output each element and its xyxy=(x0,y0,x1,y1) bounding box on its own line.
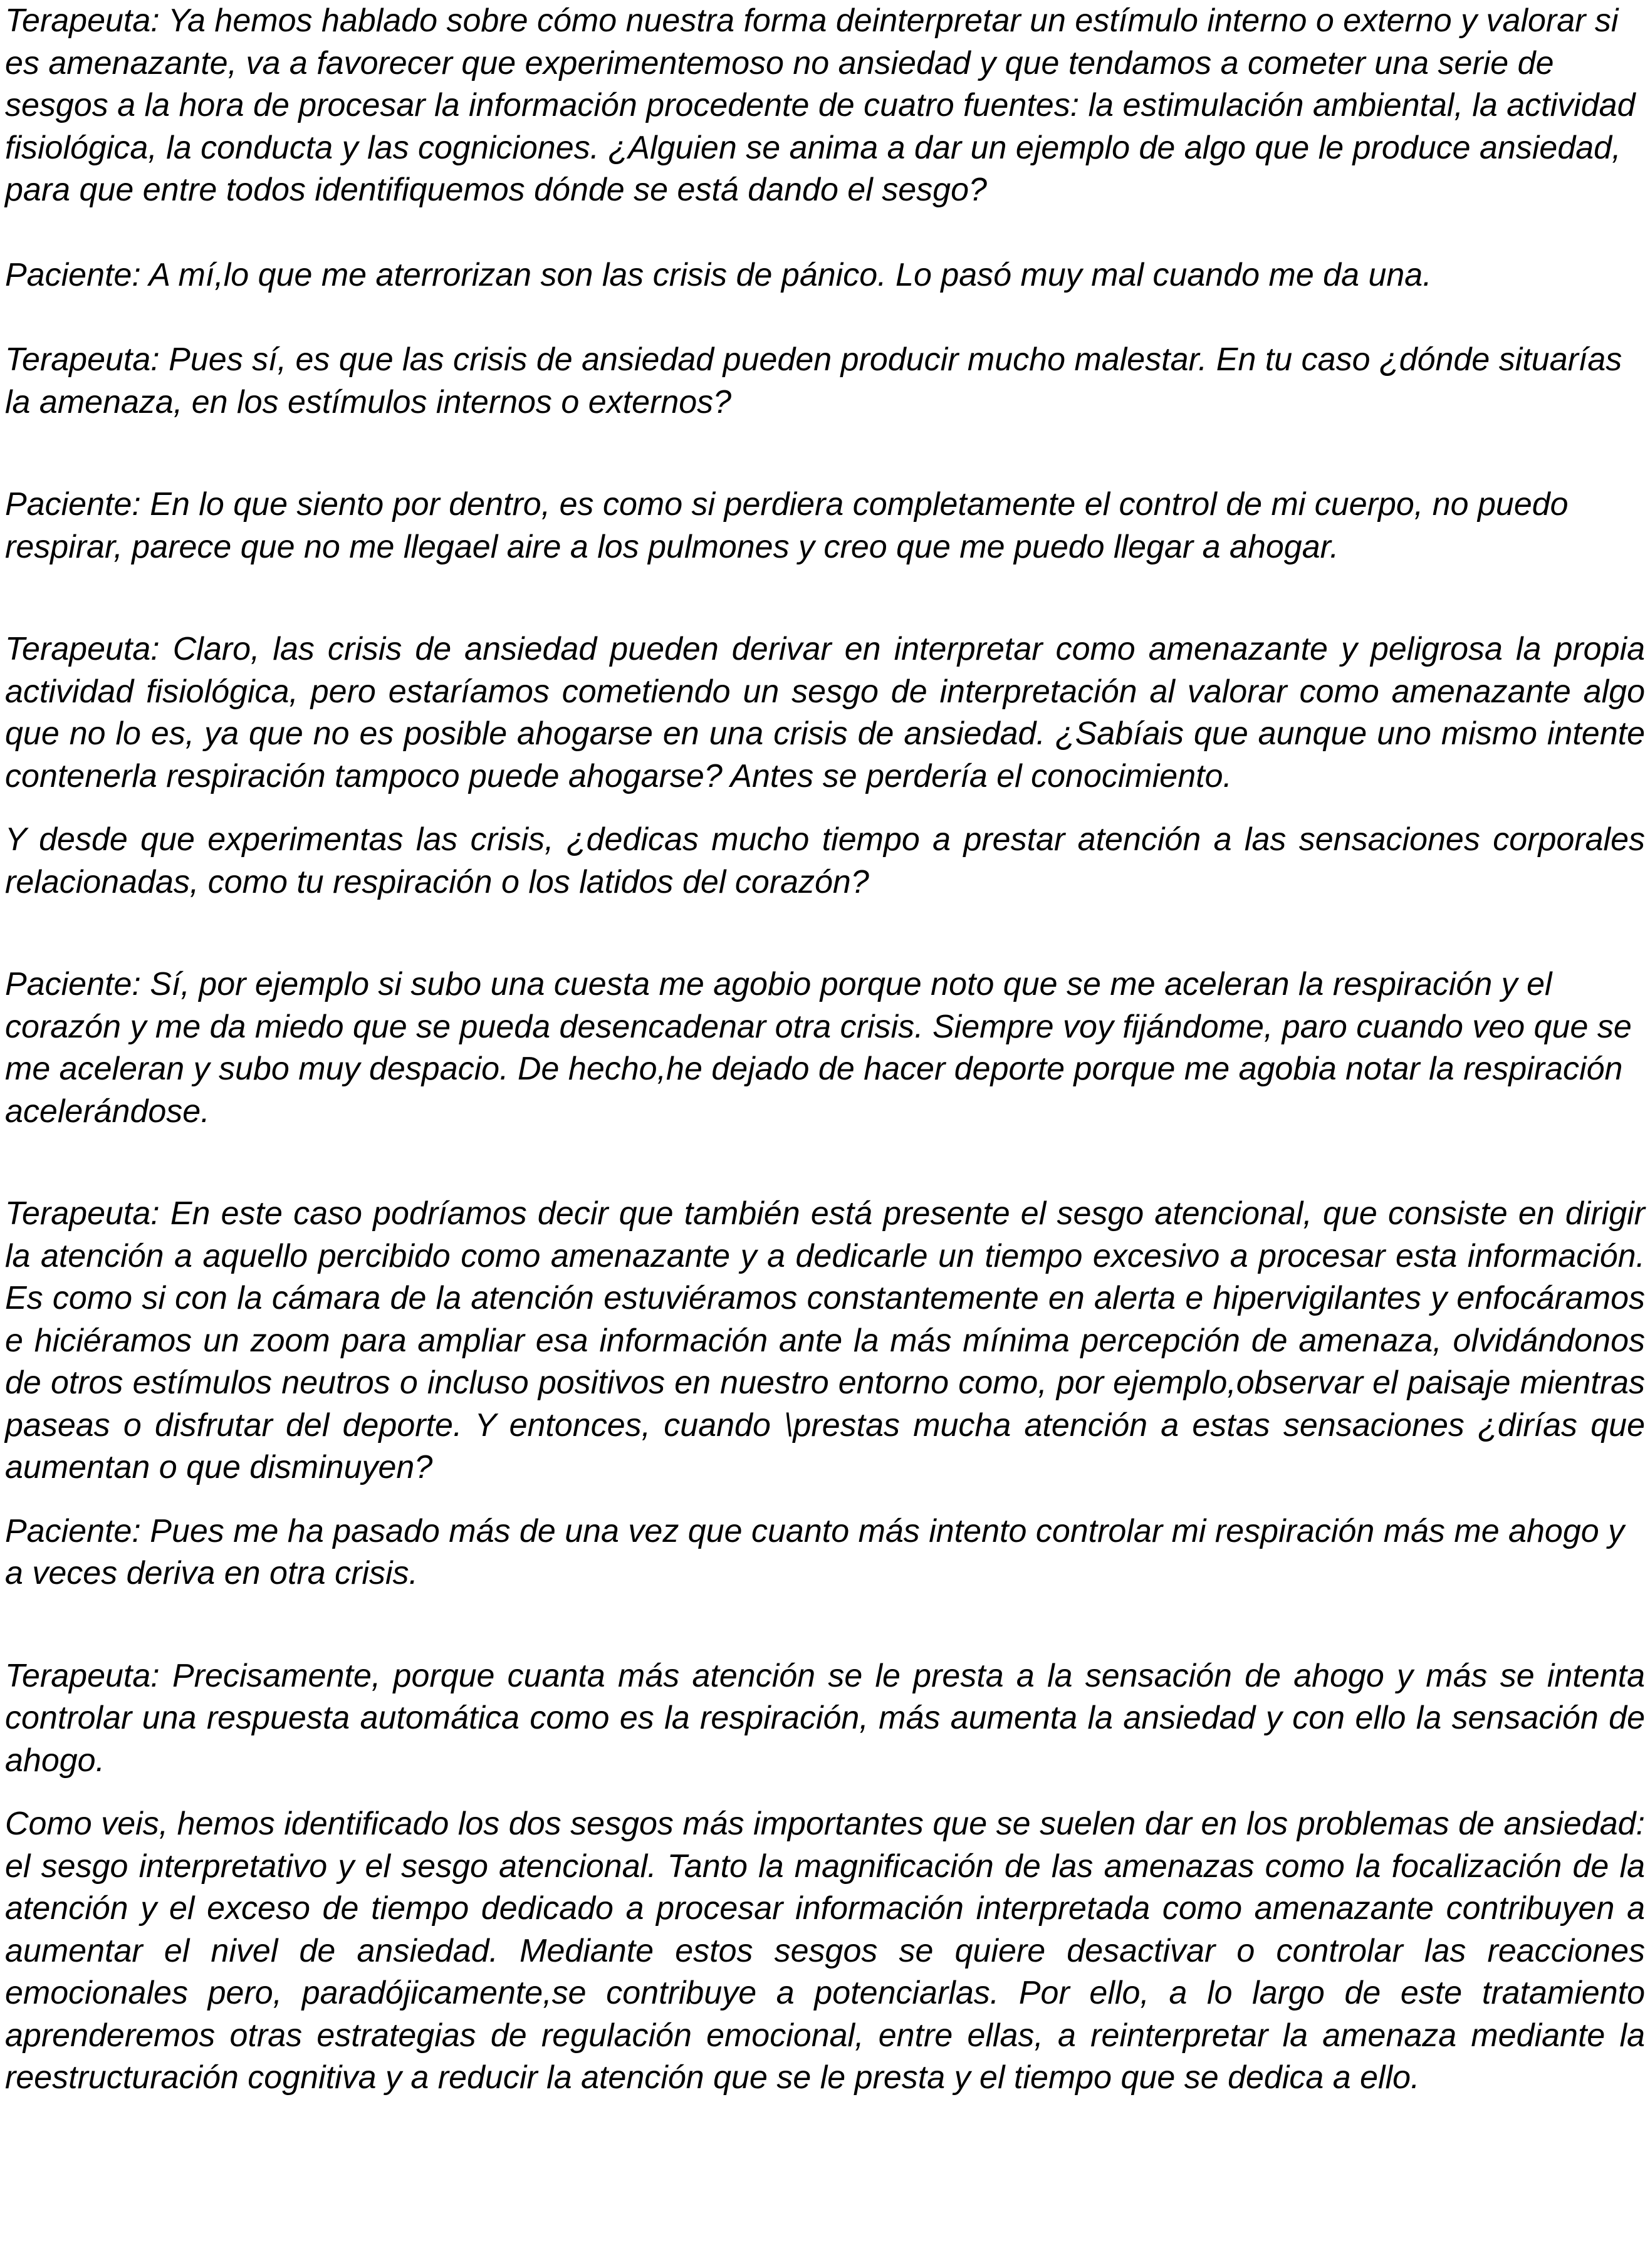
paragraph-therapist-conclusion: Como veis, hemos identificado los dos sesgos más importantes que se suelen dar en los problemas de ansiedad: el sesgo interpretativo y el sesgo atencional. Tanto la magnificación de las amenazas como la focalización de la atención y el exceso de tiempo dedicado a procesar información interpretada como amenazante contribuyen a aumentar el nivel de ansiedad. Mediante estos sesgos se quiere desactivar o controlar las reacciones emocionales pero, paradójicamente,se contribuye a potenciarlas. Por ello, a lo largo de este tratamiento aprenderemos otras estrategias de regulación emocional, entre ellas, a reinterpretar la amenaza mediante la reestructuración cognitiva y a reducir la atención que se le presta y el tiempo que se dedica a ello. xyxy=(5,1806,1645,2096)
paragraph-therapist-threat-location: Terapeuta: Pues sí, es que las crisis de ansiedad pueden producir mucho malestar. En tu caso ¿dónde situarías la amenaza, en los estímulos internos o externos? xyxy=(5,341,1622,420)
paragraph-therapist-precisely: Terapeuta: Precisamente, porque cuanta más atención se le presta a la sensación de ahogo y más se intenta controlar una respuesta automática como es la respiración, más aumenta la ansiedad y con ello la sensación de ahogo. xyxy=(5,1657,1645,1779)
paragraph-therapist-attention-question: Y desde que experimentas las crisis, ¿dedicas mucho tiempo a prestar atención a las sensaciones corporales relacionadas, como tu respiración o los latidos del corazón? xyxy=(5,821,1645,900)
paragraph-therapist-interpretation-bias: Terapeuta: Claro, las crisis de ansiedad pueden derivar en interpretar como amenazante y peligrosa la propia actividad fisiológica, pero estaríamos cometiendo un sesgo de interpretación al valorar como amenazante algo que no lo es, ya que no es posible ahogarse en una crisis de ansiedad. ¿Sabíais que aunque uno mismo intente contenerla respiración tampoco puede ahogarse? Antes se perdería el conocimiento. xyxy=(5,631,1645,794)
paragraph-therapist-attentional-bias: Terapeuta: En este caso podríamos decir que también está presente el sesgo atencional, que consiste en dirigir la atención a aquello percibido como amenazante y a dedicarle un tiempo excesivo a procesar esta información. Es como si con la cámara de la atención estuviéramos constantemente en alerta e hipervigilantes y enfocáramos e hiciéramos un zoom para ampliar esa información ante la más mínima percepción de amenaza, olvidándonos de otros estímulos neutros o incluso positivos en nuestro entorno como, por ejemplo,observar el paisaje mientras paseas o disfrutar del deporte. Y entonces, cuando \prestas mucha atención a estas sensaciones ¿dirías que aumentan o que disminuyen? xyxy=(5,1195,1645,1485)
paragraph-therapist-intro: Terapeuta: Ya hemos hablado sobre cómo nuestra forma deinterpretar un estímulo interno o externo y valorar si es amenazante, va a favorecer que experimentemoso no ansiedad y que tendamos a cometer una serie de sesgos a la hora de procesar la información procedente de cuatro fuentes: la estimulación ambiental, la actividad fisiológica, la conducta y las cogniciones. ¿Alguien se anima a dar un ejemplo de algo que le produce ansiedad, para que entre todos identifiquemos dónde se está dando el sesgo? xyxy=(5,3,1636,208)
paragraph-patient-control: Paciente: Pues me ha pasado más de una vez que cuanto más intento controlar mi respiración más me ahogo y a veces deriva en otra crisis. xyxy=(5,1512,1625,1591)
paragraph-patient-panic: Paciente: A mí,lo que me aterrorizan son las crisis de pánico. Lo pasó muy mal cuando me da una. xyxy=(5,256,1432,293)
paragraph-patient-example: Paciente: Sí, por ejemplo si subo una cuesta me agobio porque noto que se me aceleran la respiración y el corazón y me da miedo que se pueda desencadenar otra crisis. Siempre voy fijándome, paro cuando veo que se me aceleran y subo muy despacio. De hecho,he dejado de hacer deporte porque me agobia notar la respiración acelerándose. xyxy=(5,966,1632,1130)
document-body xyxy=(5,0,1645,2099)
paragraph-patient-breathing: Paciente: En lo que siento por dentro, es como si perdiera completamente el control de mi cuerpo, no puedo respirar, parece que no me llegael aire a los pulmones y creo que me puedo llegar a ahogar. xyxy=(5,486,1569,565)
